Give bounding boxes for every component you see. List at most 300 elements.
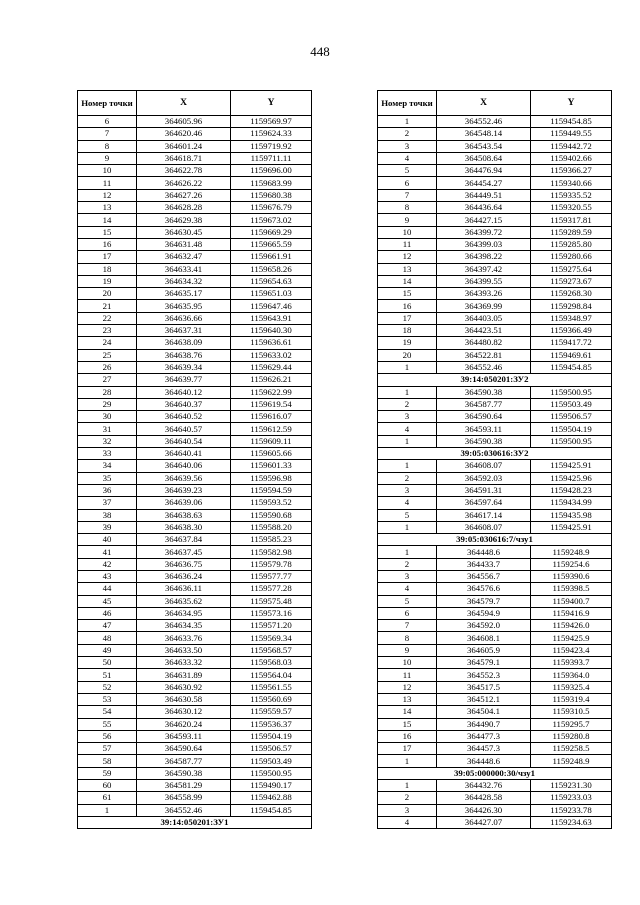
y-cell: 1159425.9 [531,632,612,644]
point-number-cell: 1 [378,755,437,767]
point-number-cell: 13 [78,202,137,214]
y-cell: 1159665.59 [231,238,312,250]
y-cell: 1159320.55 [531,202,612,214]
x-cell: 364630.45 [137,226,231,238]
section-row [378,534,612,546]
y-cell: 1159454.85 [231,804,312,816]
point-number-cell: 1 [378,460,437,472]
table-row [78,275,312,287]
point-number-cell: 43 [78,570,137,582]
y-cell: 1159398.5 [531,583,612,595]
x-cell: 364636.75 [137,558,231,570]
table-row [78,669,312,681]
point-number-cell: 52 [78,681,137,693]
point-number-cell: 60 [78,780,137,792]
y-cell: 1159568.03 [231,657,312,669]
table-row [378,546,612,558]
x-cell: 364399.72 [437,226,531,238]
point-number-cell: 53 [78,693,137,705]
table-row [378,460,612,472]
x-cell: 364543.54 [437,140,531,152]
x-cell: 364579.1 [437,657,531,669]
point-number-cell: 10 [378,657,437,669]
point-number-cell: 3 [378,570,437,582]
x-cell: 364639.56 [137,472,231,484]
x-cell: 364457.3 [437,743,531,755]
point-number-cell: 1 [378,386,437,398]
y-cell: 1159590.68 [231,509,312,521]
table-row [78,177,312,189]
table-row [78,484,312,496]
table-row [378,251,612,263]
x-cell: 364635.62 [137,595,231,607]
x-cell: 364605.9 [437,644,531,656]
y-cell: 1159559.57 [231,706,312,718]
point-number-cell: 1 [378,546,437,558]
header-x: X [437,91,531,116]
y-cell: 1159310.5 [531,706,612,718]
x-cell: 364636.11 [137,583,231,595]
point-number-cell: 20 [378,349,437,361]
point-number-cell: 28 [78,386,137,398]
table-row [78,620,312,632]
x-cell: 364552.46 [137,804,231,816]
table-row [78,792,312,804]
point-number-cell: 19 [378,337,437,349]
x-cell: 364393.26 [437,288,531,300]
x-cell: 364552.46 [437,361,531,373]
table-row [78,755,312,767]
x-cell: 364517.5 [437,681,531,693]
table-row [78,472,312,484]
point-number-cell: 16 [78,238,137,250]
point-number-cell: 17 [378,312,437,324]
point-number-cell: 11 [78,177,137,189]
point-number-cell: 51 [78,669,137,681]
point-number-cell: 50 [78,657,137,669]
point-number-cell: 4 [378,816,437,828]
table-row [378,620,612,632]
x-cell: 364590.38 [437,435,531,447]
y-cell: 1159601.33 [231,460,312,472]
point-number-cell: 30 [78,411,137,423]
y-cell: 1159454.85 [531,361,612,373]
y-cell: 1159289.59 [531,226,612,238]
point-number-cell: 39 [78,521,137,533]
x-cell: 364397.42 [437,263,531,275]
x-cell: 364448.6 [437,755,531,767]
point-number-cell: 10 [378,226,437,238]
y-cell: 1159571.20 [231,620,312,632]
table-row [378,411,612,423]
table-row [378,226,612,238]
section-label: 39:05:030616:7/чзу1 [378,534,612,546]
section-row [378,767,612,779]
table-header-row [378,91,612,116]
point-number-cell: 7 [378,620,437,632]
point-number-cell: 18 [78,263,137,275]
y-cell: 1159624.33 [231,128,312,140]
y-cell: 1159673.02 [231,214,312,226]
table-row [78,743,312,755]
y-cell: 1159254.6 [531,558,612,570]
y-cell: 1159425.96 [531,472,612,484]
x-cell: 364635.17 [137,288,231,300]
x-cell: 364639.77 [137,374,231,386]
table-row [378,386,612,398]
table-row [378,509,612,521]
table-row [378,816,612,828]
x-cell: 364640.12 [137,386,231,398]
table-row [378,361,612,373]
table-row [78,226,312,238]
x-cell: 364480.82 [437,337,531,349]
x-cell: 364558.99 [137,792,231,804]
x-cell: 364608.1 [437,632,531,644]
y-cell: 1159575.48 [231,595,312,607]
point-number-cell: 14 [378,706,437,718]
point-number-cell: 1 [378,780,437,792]
x-cell: 364605.96 [137,116,231,128]
table-row [78,152,312,164]
point-number-cell: 3 [378,140,437,152]
x-cell: 364454.27 [437,177,531,189]
x-cell: 364581.29 [137,780,231,792]
table-row [78,325,312,337]
x-cell: 364608.07 [437,460,531,472]
y-cell: 1159390.6 [531,570,612,582]
y-cell: 1159560.69 [231,693,312,705]
table-row [78,509,312,521]
table-row [378,521,612,533]
point-number-cell: 1 [378,116,437,128]
table-row [378,337,612,349]
point-number-cell: 22 [78,312,137,324]
table-row [378,743,612,755]
table-row [78,448,312,460]
y-cell: 1159233.03 [531,792,612,804]
point-number-cell: 5 [378,509,437,521]
y-cell: 1159366.27 [531,165,612,177]
y-cell: 1159619.54 [231,398,312,410]
table-row [78,189,312,201]
point-number-cell: 17 [78,251,137,263]
x-cell: 364399.55 [437,275,531,287]
x-cell: 364428.58 [437,792,531,804]
x-cell: 364637.84 [137,534,231,546]
point-number-cell: 12 [78,189,137,201]
y-cell: 1159435.98 [531,509,612,521]
table-row [78,374,312,386]
table-row [78,165,312,177]
y-cell: 1159402.66 [531,152,612,164]
y-cell: 1159633.02 [231,349,312,361]
point-number-cell: 25 [78,349,137,361]
table-row [378,152,612,164]
x-cell: 364556.7 [437,570,531,582]
y-cell: 1159400.7 [531,595,612,607]
table-row [78,657,312,669]
point-number-cell: 16 [378,300,437,312]
y-cell: 1159569.97 [231,116,312,128]
y-cell: 1159661.91 [231,251,312,263]
point-number-cell: 2 [378,398,437,410]
point-number-cell: 55 [78,718,137,730]
y-cell: 1159417.72 [531,337,612,349]
coordinates-table-left [77,90,312,829]
y-cell: 1159366.49 [531,325,612,337]
point-number-cell: 56 [78,730,137,742]
point-number-cell: 26 [78,361,137,373]
table-row [378,128,612,140]
x-cell: 364403.05 [437,312,531,324]
table-row [378,312,612,324]
y-cell: 1159248.9 [531,755,612,767]
point-number-cell: 4 [378,497,437,509]
section-label: 39:14:050201:ЗУ1 [78,816,312,828]
y-cell: 1159335.52 [531,189,612,201]
point-number-cell: 40 [78,534,137,546]
point-number-cell: 16 [378,730,437,742]
y-cell: 1159719.92 [231,140,312,152]
x-cell: 364639.23 [137,484,231,496]
x-cell: 364423.51 [437,325,531,337]
table-row [78,361,312,373]
x-cell: 364449.51 [437,189,531,201]
y-cell: 1159364.0 [531,669,612,681]
y-cell: 1159500.95 [531,435,612,447]
y-cell: 1159683.99 [231,177,312,189]
y-cell: 1159428.23 [531,484,612,496]
table-row [378,706,612,718]
point-number-cell: 21 [78,300,137,312]
point-number-cell: 14 [378,275,437,287]
point-number-cell: 29 [78,398,137,410]
point-number-cell: 36 [78,484,137,496]
x-cell: 364630.92 [137,681,231,693]
point-number-cell: 38 [78,509,137,521]
y-cell: 1159275.64 [531,263,612,275]
y-cell: 1159500.95 [231,767,312,779]
x-cell: 364638.30 [137,521,231,533]
table-row [78,534,312,546]
x-cell: 364427.07 [437,816,531,828]
table-row [78,214,312,226]
table-row [78,435,312,447]
y-cell: 1159234.63 [531,816,612,828]
section-row [78,816,312,828]
header-y: Y [231,91,312,116]
table-row [78,411,312,423]
y-cell: 1159462.88 [231,792,312,804]
point-number-cell: 15 [378,718,437,730]
x-cell: 364476.94 [437,165,531,177]
y-cell: 1159416.9 [531,607,612,619]
y-cell: 1159711.11 [231,152,312,164]
y-cell: 1159569.34 [231,632,312,644]
x-cell: 364638.76 [137,349,231,361]
point-number-cell: 7 [378,189,437,201]
x-cell: 364587.77 [437,398,531,410]
x-cell: 364427.15 [437,214,531,226]
table-row [78,300,312,312]
y-cell: 1159449.55 [531,128,612,140]
table-row [378,755,612,767]
point-number-cell: 17 [378,743,437,755]
y-cell: 1159231.30 [531,780,612,792]
y-cell: 1159582.98 [231,546,312,558]
x-cell: 364631.89 [137,669,231,681]
y-cell: 1159605.66 [231,448,312,460]
table-row [378,165,612,177]
table-row [78,460,312,472]
table-row [378,484,612,496]
y-cell: 1159579.78 [231,558,312,570]
table-row [378,632,612,644]
point-number-cell: 32 [78,435,137,447]
table-row [78,288,312,300]
table-row [378,189,612,201]
x-cell: 364640.57 [137,423,231,435]
x-cell: 364640.37 [137,398,231,410]
table-row [378,214,612,226]
x-cell: 364618.71 [137,152,231,164]
table-row [78,730,312,742]
section-row [378,448,612,460]
point-number-cell: 20 [78,288,137,300]
point-number-cell: 1 [378,521,437,533]
point-number-cell: 35 [78,472,137,484]
x-cell: 364552.3 [437,669,531,681]
table-row [78,251,312,263]
x-cell: 364587.77 [137,755,231,767]
y-cell: 1159647.46 [231,300,312,312]
x-cell: 364548.14 [437,128,531,140]
x-cell: 364640.41 [137,448,231,460]
point-number-cell: 9 [78,152,137,164]
y-cell: 1159425.91 [531,460,612,472]
x-cell: 364634.35 [137,620,231,632]
point-number-cell: 41 [78,546,137,558]
table-row [378,657,612,669]
point-number-cell: 3 [378,411,437,423]
table-row [78,546,312,558]
table-row [78,116,312,128]
y-cell: 1159658.26 [231,263,312,275]
y-cell: 1159640.30 [231,325,312,337]
table-row [378,804,612,816]
point-number-cell: 3 [378,484,437,496]
table-row [378,325,612,337]
table-row [78,681,312,693]
header-point-number: Номер точки [78,91,137,116]
table-row [378,263,612,275]
y-cell: 1159469.61 [531,349,612,361]
x-cell: 364628.28 [137,202,231,214]
table-row [378,681,612,693]
table-body-right [378,116,612,829]
table-row [378,435,612,447]
x-cell: 364617.14 [437,509,531,521]
y-cell: 1159622.99 [231,386,312,398]
point-number-cell: 59 [78,767,137,779]
table-row [378,497,612,509]
header-point-number: Номер точки [378,91,437,116]
table-row [78,780,312,792]
y-cell: 1159285.80 [531,238,612,250]
x-cell: 364426.30 [437,804,531,816]
y-cell: 1159504.19 [231,730,312,742]
section-label: 39:05:000000:30/чзу1 [378,767,612,779]
y-cell: 1159503.49 [231,755,312,767]
table-row [378,202,612,214]
point-number-cell: 31 [78,423,137,435]
table-row [378,116,612,128]
y-cell: 1159233.78 [531,804,612,816]
table-row [78,632,312,644]
x-cell: 364369.99 [437,300,531,312]
y-cell: 1159612.59 [231,423,312,435]
page-number: 448 [310,44,330,59]
point-number-cell: 37 [78,497,137,509]
y-cell: 1159577.77 [231,570,312,582]
x-cell: 364620.46 [137,128,231,140]
y-cell: 1159423.4 [531,644,612,656]
point-number-cell: 8 [378,202,437,214]
x-cell: 364631.48 [137,238,231,250]
x-cell: 364634.32 [137,275,231,287]
table-row [378,300,612,312]
point-number-cell: 54 [78,706,137,718]
y-cell: 1159317.81 [531,214,612,226]
table-row [78,570,312,582]
x-cell: 364592.03 [437,472,531,484]
x-cell: 364508.64 [437,152,531,164]
x-cell: 364630.12 [137,706,231,718]
section-label: 39:05:030616:ЗУ2 [378,448,612,460]
table-row [78,238,312,250]
table-row [378,780,612,792]
x-cell: 364399.03 [437,238,531,250]
y-cell: 1159561.55 [231,681,312,693]
section-row [378,374,612,386]
y-cell: 1159594.59 [231,484,312,496]
y-cell: 1159500.95 [531,386,612,398]
y-cell: 1159616.07 [231,411,312,423]
point-number-cell: 5 [378,165,437,177]
y-cell: 1159504.19 [531,423,612,435]
x-cell: 364633.50 [137,644,231,656]
table-row [78,595,312,607]
x-cell: 364629.38 [137,214,231,226]
header-x: X [137,91,231,116]
point-number-cell: 42 [78,558,137,570]
y-cell: 1159319.4 [531,693,612,705]
point-number-cell: 44 [78,583,137,595]
point-number-cell: 1 [78,804,137,816]
point-number-cell: 61 [78,792,137,804]
y-cell: 1159273.67 [531,275,612,287]
table-row [78,706,312,718]
x-cell: 364633.32 [137,657,231,669]
table-row [78,644,312,656]
y-cell: 1159393.7 [531,657,612,669]
table-row [378,595,612,607]
y-cell: 1159536.37 [231,718,312,730]
table-row [378,730,612,742]
table-row [378,792,612,804]
y-cell: 1159585.23 [231,534,312,546]
